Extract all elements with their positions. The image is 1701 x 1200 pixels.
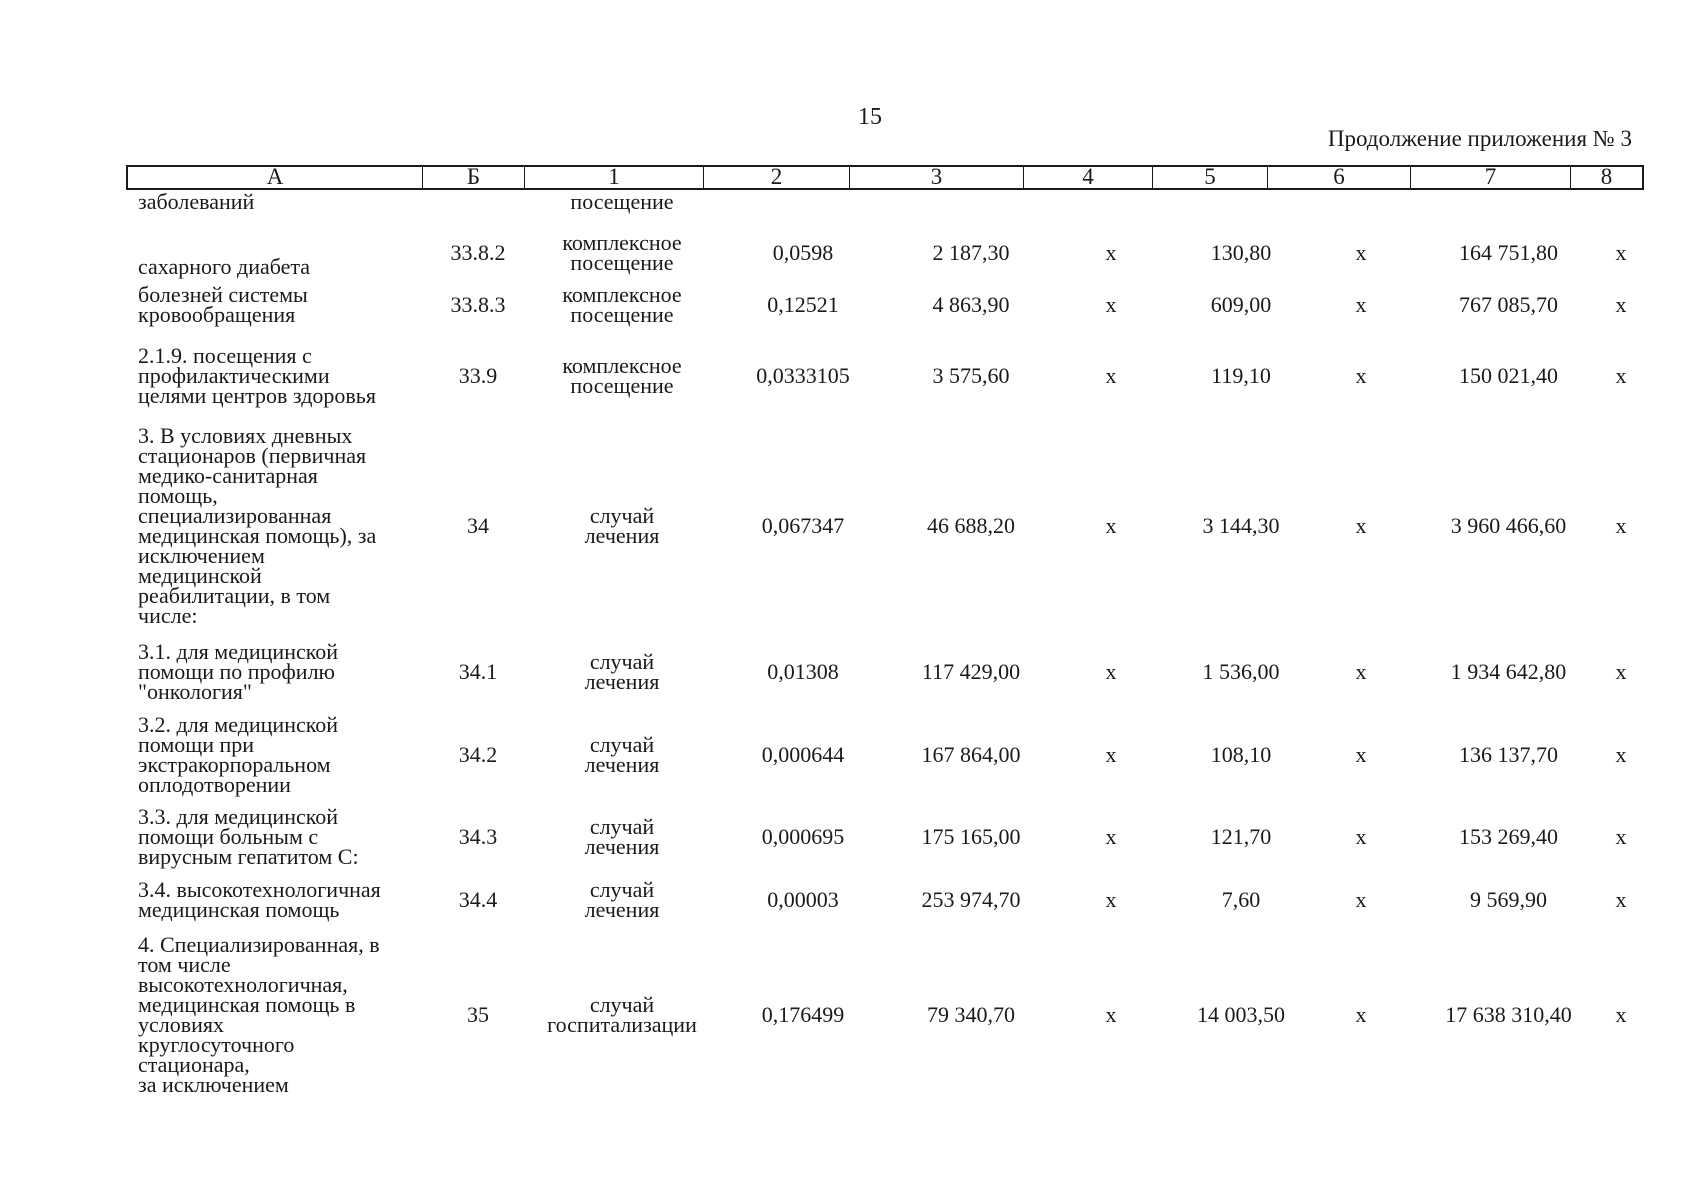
row-col-4: х [1105, 363, 1117, 388]
row-col-3: 79 340,70 [927, 1002, 1015, 1027]
header-8: 8 [1600, 164, 1613, 189]
row-col-2: 0,000695 [761, 824, 845, 849]
header-5: 5 [1153, 167, 1268, 188]
row-unit: комплексное посещение [562, 353, 682, 398]
row-col-3: 253 974,70 [921, 887, 1021, 912]
table-row [126, 878, 1646, 922]
row-col-6: х [1355, 824, 1367, 849]
row-name: 3.2. для медицинской помощи при экстракорпоральном оплодотворении [138, 712, 339, 797]
header-a: А [128, 167, 423, 188]
row-code: 33.9 [458, 363, 498, 388]
row-col-2: 0,067347 [761, 513, 845, 538]
row-col-8: х [1615, 1002, 1627, 1027]
row-col-5: 3 144,30 [1202, 513, 1280, 538]
row-col-2: 0,0333105 [756, 363, 850, 388]
table-row [126, 805, 1646, 869]
row-col-6: х [1355, 292, 1367, 317]
row-unit: случай лечения [584, 732, 660, 777]
row-col-5: 14 003,50 [1197, 1002, 1285, 1027]
row-col-6: х [1355, 659, 1367, 684]
row-col-8: х [1615, 887, 1627, 912]
row-col-2: 0,176499 [761, 1002, 845, 1027]
row-name: болезней системы кровообращения [138, 282, 308, 327]
row-name: 3.4. высокотехнологичная медицинская помощь [138, 877, 381, 922]
row-col-7: 767 085,70 [1459, 292, 1558, 317]
row-col-8: х [1615, 363, 1627, 388]
row-col-6: х [1355, 1002, 1367, 1027]
row-col-2: 0,0598 [772, 240, 834, 265]
row-col-4: х [1105, 659, 1117, 684]
row-name: 4. Специализированная, в том числе высокотехнологичная, медицинская помощь в условиях круглосуточного стационара, за исключением [138, 932, 380, 1097]
row-col-8: х [1615, 292, 1627, 317]
row-col-8: х [1615, 240, 1627, 265]
row-name: 3. В условиях дневных стационаров (первичная медико-санитарная помощь, специализированная медицинская помощь), за исключением медицинской реабилитации, в том числе: [138, 423, 377, 628]
row-col-3: 175 165,00 [921, 824, 1021, 849]
row-unit: случай лечения [584, 814, 660, 859]
row-col-7: 9 569,90 [1470, 887, 1547, 912]
row-col-6: х [1355, 742, 1367, 767]
row-col-2: 0,00003 [767, 887, 839, 912]
header-4: 4 [1024, 167, 1153, 188]
row-col-7: 1 934 642,80 [1450, 659, 1567, 684]
row-unit: случай лечения [584, 503, 660, 548]
table-row [126, 344, 1646, 408]
row-col-4: х [1105, 292, 1117, 317]
row-code: 34 [467, 513, 489, 538]
row-col-3: 167 864,00 [921, 742, 1021, 767]
row-col-5: 609,00 [1210, 292, 1272, 317]
row-col-3: 46 688,20 [927, 513, 1015, 538]
page-number: 15 [858, 104, 882, 130]
row-col-7: 150 021,40 [1459, 363, 1558, 388]
table-row [126, 425, 1646, 627]
row-col-6: х [1355, 513, 1367, 538]
row-col-7: 153 269,40 [1459, 824, 1558, 849]
row-col-8: х [1615, 659, 1627, 684]
row-col-6: х [1355, 240, 1367, 265]
row-unit: случай госпитализации [547, 992, 697, 1037]
row-name: 3.1. для медицинской помощи по профилю "онкология" [138, 639, 339, 704]
table-row [126, 230, 1646, 279]
row-col-3: 2 187,30 [932, 240, 1010, 265]
row-col-8: х [1615, 742, 1627, 767]
row-unit: комплексное посещение [562, 230, 682, 275]
header-6: 6 [1268, 167, 1411, 188]
table-row [126, 189, 1646, 214]
row-col-4: х [1105, 240, 1117, 265]
row-col-7: 164 751,80 [1459, 240, 1558, 265]
header-7: 7 [1411, 167, 1571, 188]
row-code: 33.8.2 [450, 240, 506, 265]
row-col-6: х [1355, 363, 1367, 388]
row-code: 35 [467, 1002, 489, 1027]
row-col-8: х [1615, 824, 1627, 849]
row-col-4: х [1105, 742, 1117, 767]
table-row [126, 640, 1646, 704]
row-col-2: 0,000644 [761, 742, 845, 767]
row-unit: комплексное посещение [562, 282, 682, 327]
row-col-7: 3 960 466,60 [1450, 513, 1567, 538]
row-unit: случай лечения [584, 877, 660, 922]
row-col-4: х [1105, 1002, 1117, 1027]
row-col-4: х [1105, 887, 1117, 912]
table-header-row [126, 165, 1644, 190]
row-code: 34.1 [458, 659, 498, 684]
row-col-3: 117 429,00 [921, 659, 1021, 684]
row-code: 33.8.3 [450, 292, 506, 317]
row-col-2: 0,12521 [767, 292, 839, 317]
table-row [126, 283, 1646, 327]
row-col-5: 108,10 [1210, 742, 1272, 767]
continuation-label: Продолжение приложения № 3 [1327, 126, 1632, 151]
row-col-3: 4 863,90 [932, 292, 1010, 317]
header-2: 2 [704, 167, 850, 188]
row-col-5: 1 536,00 [1202, 659, 1280, 684]
row-col-8: х [1615, 513, 1627, 538]
row-col-6: х [1355, 887, 1367, 912]
table-row [126, 712, 1646, 798]
row-col-3: 3 575,60 [932, 363, 1010, 388]
row-name: 3.3. для медицинской помощи больным с вирусным гепатитом С: [138, 804, 359, 869]
row-col-7: 136 137,70 [1459, 742, 1558, 767]
row-code: 34.3 [458, 824, 498, 849]
table-row [126, 932, 1646, 1098]
header-1: 1 [525, 167, 704, 188]
row-col-7: 17 638 310,40 [1445, 1002, 1572, 1027]
row-col-5: 130,80 [1210, 240, 1272, 265]
header-b: Б [423, 167, 525, 188]
header-3: 3 [850, 167, 1024, 188]
row-code: 34.4 [458, 887, 498, 912]
row-unit: случай лечения [584, 649, 660, 694]
row-col-5: 119,10 [1211, 363, 1271, 388]
row-name: заболеваний [138, 189, 255, 214]
row-code: 34.2 [458, 742, 498, 767]
row-name: сахарного диабета [138, 254, 311, 279]
row-col-4: х [1105, 513, 1117, 538]
row-col-5: 121,70 [1210, 824, 1272, 849]
row-unit: посещение [570, 189, 674, 214]
row-col-4: х [1105, 824, 1117, 849]
row-name: 2.1.9. посещения с профилактическими целями центров здоровья [138, 343, 376, 408]
row-col-2: 0,01308 [767, 659, 839, 684]
row-col-5: 7,60 [1221, 887, 1261, 912]
